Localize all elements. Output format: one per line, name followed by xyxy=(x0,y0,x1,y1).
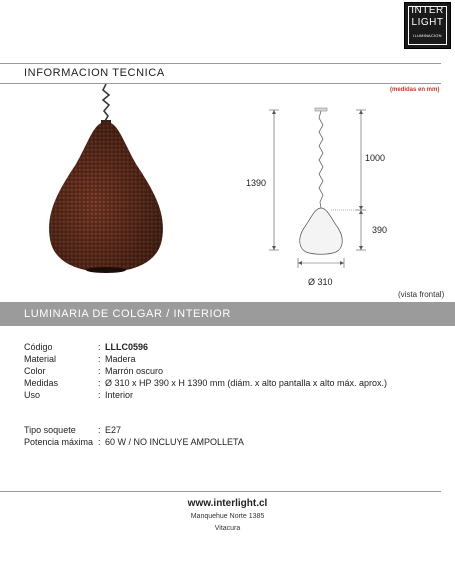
logo-line-2: LIGHT xyxy=(411,17,444,28)
logo-line-3: ILUMINACION xyxy=(413,33,442,38)
spec-value: Madera xyxy=(105,354,136,364)
spec-separator: : xyxy=(98,390,101,400)
footer-divider xyxy=(0,491,441,492)
footer-website[interactable]: www.interlight.cl xyxy=(187,498,268,509)
top-divider xyxy=(0,63,441,64)
spec-separator: : xyxy=(98,378,101,388)
footer-address: Manquehue Norte 1385 xyxy=(190,513,265,520)
spec-label: Medidas xyxy=(24,378,59,388)
spec-label: Potencia máxima xyxy=(24,437,94,447)
spec-value: Interior xyxy=(105,390,134,400)
spec-separator: : xyxy=(98,437,101,447)
spec-value: Marrón oscuro xyxy=(105,366,164,376)
spec-label: Material xyxy=(24,354,57,364)
spec-separator: : xyxy=(98,354,101,364)
dimension-diagram xyxy=(236,100,406,290)
logo-line-1: INTER xyxy=(411,5,444,16)
brand-logo xyxy=(404,2,451,49)
spec-separator: : xyxy=(98,342,101,352)
spec-label: Uso xyxy=(24,390,41,400)
spec-label: Color xyxy=(24,366,46,376)
spec-value: 60 W / NO INCLUYE AMPOLLETA xyxy=(105,437,244,447)
lamp-photo xyxy=(46,84,166,284)
product-title: LUMINARIA DE COLGAR / INTERIOR xyxy=(24,308,231,320)
product-band xyxy=(0,302,455,326)
spec-separator: : xyxy=(98,425,101,435)
section-title: INFORMACION TECNICA xyxy=(24,67,165,79)
spec-value: Ø 310 x HP 390 x H 1390 mm (diám. x alto pantalla x alto máx. aprox.) xyxy=(105,378,387,388)
spec-label: Tipo soquete xyxy=(24,425,76,435)
spec-value: LLLC0596 xyxy=(105,342,149,352)
view-label: (vista frontal) xyxy=(398,290,445,299)
spec-value: E27 xyxy=(105,425,122,435)
spec-label: Código xyxy=(24,342,53,352)
diameter-label: Ø 310 xyxy=(308,277,333,287)
spec-separator: : xyxy=(98,366,101,376)
units-note: (medidas en mm) xyxy=(390,87,440,93)
cable-height-label: 1000 xyxy=(365,153,386,163)
shade-height-label: 390 xyxy=(372,225,388,235)
total-height-label: 1390 xyxy=(246,178,267,188)
footer-city: Vitacura xyxy=(214,525,241,532)
